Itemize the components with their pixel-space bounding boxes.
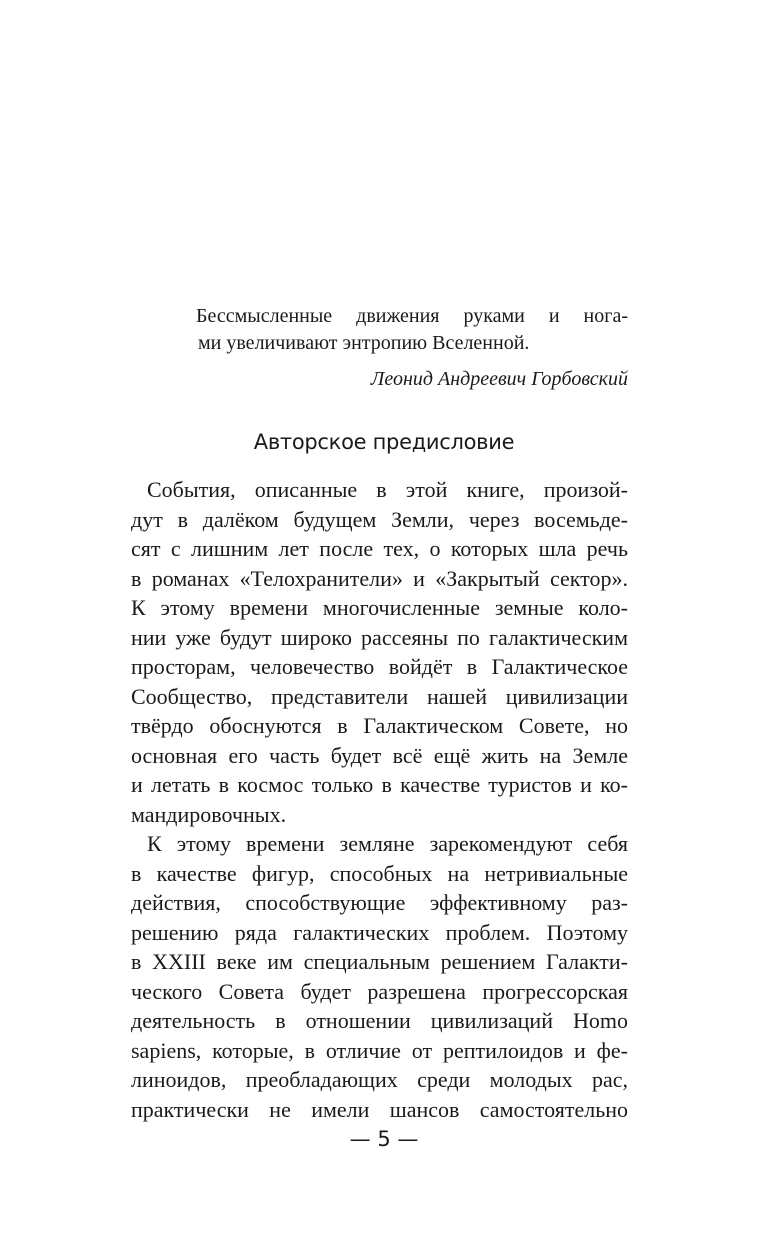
paragraph — [131, 829, 628, 1124]
text-line: решению ряда галактических проблем. Поэтому — [131, 919, 628, 945]
text-line: основная его часть будет всё ещё жить на Земле — [131, 742, 628, 768]
text-line: в XXIII веке им специальным решением Галакти- — [131, 949, 628, 974]
text-line: линоидов, преобладающих среди молодых рас, — [131, 1067, 628, 1092]
body-text — [131, 475, 628, 1124]
epigraph — [196, 303, 628, 357]
text-line: sapiens, которые, в отличие от рептилоидов и фе- — [131, 1037, 628, 1063]
text-line: в романах «Телохранители» и «Закрытый сектор». — [131, 565, 628, 591]
paragraph — [131, 475, 628, 829]
text-line: К этому времени многочисленные земные коло- — [131, 595, 628, 620]
text-line: ческого Совета будет разрешена прогрессорская — [131, 978, 628, 1004]
text-line: и летать в космос только в качестве туристов и ко- — [131, 772, 628, 797]
text-line: действия, способствующие эффективному раз- — [131, 890, 628, 915]
section-heading: Авторское предисловие — [253, 430, 515, 454]
text-line: в качестве фигур, способных на нетривиальные — [131, 860, 628, 886]
text-line: практически не имели шансов самостоятельно — [131, 1096, 628, 1122]
epigraph-line: Бессмысленные движения руками и нога- — [196, 305, 628, 327]
text-line: дут в далёком будущем Земли, через восемьде- — [131, 506, 628, 532]
text-line: сят с лишним лет после тех, о которых шла речь — [131, 536, 628, 561]
page-number: — 5 — — [349, 1127, 419, 1151]
text-line: Сообщество, представители нашей цивилизации — [131, 683, 628, 709]
epigraph-author: Леонид Андреевич Горбовский — [370, 368, 628, 390]
text-line: К этому времени земляне зарекомендуют себя — [147, 831, 628, 856]
text-line: твёрдо обоснуются в Галактическом Совете, но — [131, 713, 628, 738]
epigraph-line: ми увеличивают энтропию Вселенной. — [198, 332, 530, 354]
text-line: деятельность в отношении цивилизаций Homo — [131, 1008, 628, 1033]
text-line: События, описанные в этой книге, произой- — [147, 477, 628, 502]
text-line: нии уже будут широко рассеяны по галактическим — [131, 624, 628, 650]
text-line: мандировочных. — [131, 801, 287, 827]
text-line: просторам, человечество войдёт в Галактическое — [131, 654, 628, 679]
